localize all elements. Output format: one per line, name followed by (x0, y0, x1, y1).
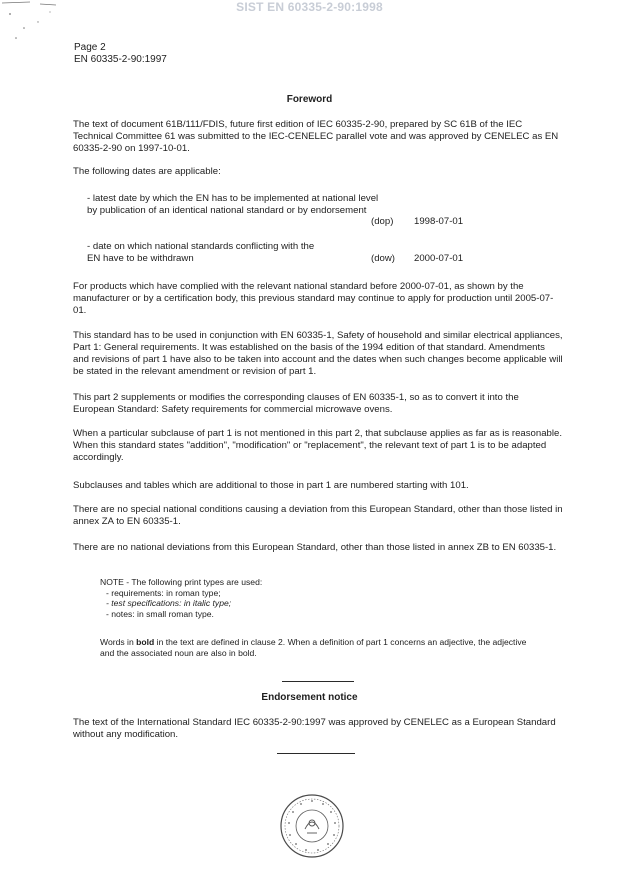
watermark-text: SIST EN 60335-2-90:1998 (236, 0, 383, 14)
date-item-date: 1998-07-01 (414, 216, 464, 227)
date-item-dow (87, 241, 547, 264)
note-item: - requirements: in roman type; (106, 587, 221, 598)
note-item: - notes: in small roman type. (106, 608, 214, 619)
bold-words-note (100, 637, 540, 659)
bold-words-before: Words in (100, 637, 137, 647)
print-types-note (100, 577, 540, 619)
foreword-paragraph-3: This standard has to be used in conjunction with EN 60335-1, Safety of household and similar electrical appliances, Part 1: General requirements. It was established on the basis of the 1994 edition of that standard. Amendments and revisions of part 1 have also to be taken into account and the dates when such changes become applicable will be stated in the relevant amendment or revision of part 1. (73, 330, 563, 377)
date-item-text: - latest date by which the EN has to be implemented at national level by publication of an identical national standard or by endorsement (87, 193, 379, 216)
section-divider (282, 681, 354, 682)
date-item-code: (dop) (371, 216, 394, 227)
foreword-paragraph-8: There are no national deviations from this European Standard, other than those listed in annex ZB to EN 60335-1. (73, 542, 557, 553)
date-item-date: 2000-07-01 (414, 253, 464, 264)
date-item-code: (dow) (371, 253, 395, 264)
endorsement-title: Endorsement notice (261, 692, 358, 703)
note-item: - test specifications: in italic type; (106, 598, 232, 608)
foreword-paragraph-4: This part 2 supplements or modifies the corresponding clauses of EN 60335-1, so as to convert it into the European Standard: Safety requirements for commercial microwave ovens. (73, 392, 519, 415)
date-item-text: - date on which national standards conflicting with the EN have to be withdrawn (87, 241, 315, 264)
foreword-paragraph-6: Subclauses and tables which are additional to those in part 1 are numbered starting with 101. (73, 480, 469, 491)
scan-specks (0, 0, 80, 60)
bold-words-bold: bold (136, 637, 155, 647)
date-item-dop (87, 193, 547, 227)
foreword-paragraph-7: There are no special national conditions causing a deviation from this European Standard, other than those listed in annex ZA to EN 60335-1. (73, 504, 563, 527)
foreword-paragraph-2: For products which have complied with the relevant national standard before 2000-07-01, as shown by the manufacturer or by a certification body, this previous standard may continue to apply for production until 2005-07-01. (73, 281, 554, 316)
foreword-title: Foreword (286, 94, 333, 105)
dates-intro: The following dates are applicable: (73, 166, 221, 177)
foreword-paragraph-5: When a particular subclause of part 1 is not mentioned in this part 2, that subclause applies as far as is reasonable. When this standard states "addition", "modification" or "replacement", the relevant text of part 1 is to be adapted accordingly. (73, 428, 563, 463)
bold-words-after: in the text are defined in clause 2. When a definition of part 1 concerns an adjective, the adjective and the associated noun are also in bold. (100, 637, 527, 658)
document-id: EN 60335-2-90:1997 (74, 54, 167, 65)
foreword-paragraph-1: The text of document 61B/111/FDIS, future first edition of IEC 60335-2-90, prepared by SC 61B of the IEC Technical Committee 61 was submitted to the IEC-CENELEC parallel vote and was approved by CENELEC as EN 60335-2-90 on 1997-10-01. (73, 119, 559, 154)
endorsement-text: The text of the International Standard IEC 60335-2-90:1997 was approved by CENELEC as a European Standard without any modification. (73, 717, 556, 740)
official-seal-icon (279, 793, 345, 859)
page-number: Page 2 (74, 42, 106, 53)
end-divider (277, 753, 355, 754)
note-intro: NOTE - The following print types are used: (100, 577, 263, 587)
